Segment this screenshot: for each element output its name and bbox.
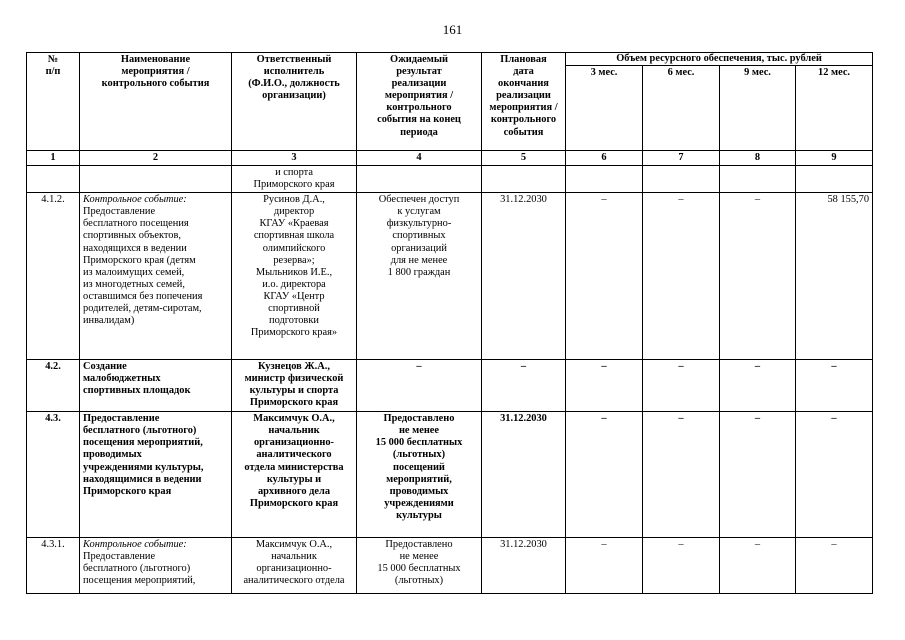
text-line: проводимых (83, 449, 142, 461)
text-line: посещения мероприятий, (83, 575, 196, 587)
text-line: КГАУ «Центр (263, 290, 325, 302)
text-line: малобюджетных (83, 373, 161, 385)
row-num: 4.3. (27, 412, 80, 538)
text-line: учреждениями культуры, (83, 461, 204, 473)
text-line: организационно- (256, 563, 332, 575)
row-m12 (796, 166, 873, 193)
text-line: культуры и (266, 473, 322, 485)
row-result (357, 166, 482, 193)
text-line: мероприятия / (121, 66, 190, 78)
header-result (357, 53, 482, 151)
row-m12: – (796, 412, 873, 538)
column-number: 3 (232, 151, 357, 166)
header-3-months: 3 мес. (566, 66, 643, 151)
text-line: учреждениями (384, 497, 454, 509)
text-line: культуры (396, 509, 442, 521)
row-executor (232, 166, 357, 193)
text-line: (льготных) (392, 449, 446, 461)
text-line: Наименование (120, 54, 191, 65)
text-line: резерва»; (273, 254, 315, 266)
row-name (80, 360, 232, 412)
text-line: исполнитель (263, 66, 325, 78)
text-line: бесплатного (льготного) (83, 563, 191, 575)
row-m9: – (720, 360, 796, 412)
header-num (27, 53, 80, 151)
text-line: № (47, 54, 59, 65)
row-m3: – (566, 412, 643, 538)
text-line: аналитического (256, 449, 332, 461)
text-line: 15 000 бесплатных (377, 563, 461, 575)
control-event-label: Контрольное событие: (83, 539, 187, 551)
text-line: Приморского края (249, 497, 339, 509)
text-line: организации) (262, 90, 326, 102)
header-name (80, 53, 232, 151)
column-number: 7 (643, 151, 720, 166)
text-line: к услугам (397, 206, 441, 218)
row-m6: – (643, 412, 720, 538)
text-line: контрольного события (101, 78, 210, 90)
text-line: олимпийского (262, 242, 326, 254)
text-line: оставшимся без попечения (83, 290, 203, 302)
row-m3 (566, 166, 643, 193)
text-line: Предоставлено (385, 539, 453, 551)
row-executor (232, 412, 357, 538)
text-line: и спорта (275, 167, 313, 178)
text-line: спортивной (268, 303, 320, 315)
text-line: реализации (496, 90, 551, 102)
row-date (482, 166, 566, 193)
text-line: Приморского края (83, 485, 172, 497)
text-line: п/п (45, 66, 61, 78)
text-line: начальник (271, 551, 317, 563)
row-result: – (357, 360, 482, 412)
row-m6: – (643, 193, 720, 360)
header-resources: Объем ресурсного обеспечения, тыс. рублей (566, 53, 873, 66)
text-line: отдела министерства (244, 461, 344, 473)
text-line: Приморского края (253, 179, 335, 191)
text-line: мероприятий, (386, 473, 452, 485)
row-executor (232, 538, 357, 594)
text-line: Ответственный (256, 54, 332, 65)
row-m12: 58 155,70 (796, 193, 873, 360)
header-date (482, 53, 566, 151)
text-line: не менее (398, 425, 440, 437)
column-number-row (27, 151, 873, 166)
column-number: 6 (566, 151, 643, 166)
row-result (357, 193, 482, 360)
text-line: 15 000 бесплатных (375, 437, 463, 449)
text-line: проводимых (389, 485, 449, 497)
text-line: спортивных (392, 230, 446, 242)
row-name (80, 166, 232, 193)
row-m12: – (796, 360, 873, 412)
text-line: из малоимущих семей, (83, 266, 185, 278)
text-line: Плановая (500, 54, 547, 65)
row-name (80, 193, 232, 360)
text-line: аналитического отдела (243, 575, 345, 587)
header-9-months: 9 мес. (720, 66, 796, 151)
text-line: спортивная школа (253, 230, 335, 242)
row-executor (232, 360, 357, 412)
text-line: не менее (399, 551, 439, 563)
text-line: Максимчук О.А., (253, 413, 335, 425)
text-line: Мыльников И.Е., (255, 266, 333, 278)
text-line: физкультурно- (386, 218, 452, 230)
resource-plan-table (26, 52, 873, 594)
text-line: культуры и спорта (249, 385, 339, 397)
table-row (27, 166, 873, 193)
row-m9: – (720, 412, 796, 538)
row-num: 4.2. (27, 360, 80, 412)
text-line: Кузнецов Ж.А., (258, 361, 330, 373)
text-line: Обеспечен доступ (378, 194, 460, 206)
text-line: КГАУ «Краевая (259, 218, 329, 230)
text-line: бесплатного (льготного) (83, 425, 197, 437)
text-line: бесплатного посещения (83, 218, 189, 230)
text-line: посещения мероприятий, (83, 437, 203, 449)
header-executor (232, 53, 357, 151)
text-line: директор (273, 206, 315, 218)
row-date: – (482, 360, 566, 412)
column-number: 1 (27, 151, 80, 166)
text-line: контрольного (490, 114, 557, 126)
text-line: 1 800 граждан (387, 266, 451, 278)
row-executor (232, 193, 357, 360)
row-name-text (83, 551, 228, 587)
row-date: 31.12.2030 (482, 193, 566, 360)
text-line: Приморского края» (250, 327, 338, 339)
text-line: мероприятия / (489, 102, 558, 114)
row-result (357, 412, 482, 538)
text-line: подготовки (269, 315, 319, 327)
text-line: Предоставление (83, 206, 156, 218)
text-line: окончания (498, 78, 549, 90)
row-result (357, 538, 482, 594)
row-m9: – (720, 193, 796, 360)
text-line: архивного дела (257, 485, 331, 497)
row-name (80, 538, 232, 594)
text-line: мероприятия / (384, 90, 454, 102)
row-date: 31.12.2030 (482, 538, 566, 594)
column-number: 5 (482, 151, 566, 166)
row-m9: – (720, 538, 796, 594)
text-line: контрольного (386, 102, 452, 114)
text-line: находящимися в ведении (83, 473, 202, 485)
table-row (27, 538, 873, 594)
text-line: Максимчук О.А., (255, 539, 333, 551)
text-line: Предоставление (83, 551, 156, 563)
text-line: дата (513, 66, 534, 78)
header-6-months: 6 мес. (643, 66, 720, 151)
text-line: реализации (391, 78, 447, 90)
table-row (27, 412, 873, 538)
text-line: (льготных) (394, 575, 444, 587)
row-m6 (643, 166, 720, 193)
row-m3: – (566, 193, 643, 360)
text-line: (Ф.И.О., должность (248, 78, 340, 90)
row-date: 31.12.2030 (482, 412, 566, 538)
row-m3: – (566, 360, 643, 412)
text-line: организационно- (253, 437, 335, 449)
row-m3: – (566, 538, 643, 594)
row-m6: – (643, 360, 720, 412)
text-line: спортивных объектов, (83, 230, 181, 242)
table-row (27, 193, 873, 360)
text-line: Ожидаемый (390, 54, 448, 65)
control-event-label: Контрольное событие: (83, 194, 187, 206)
row-m12: – (796, 538, 873, 594)
page-number: 161 (442, 22, 463, 37)
text-line: Приморского края (детям (83, 254, 196, 266)
header-row (27, 53, 873, 66)
text-line: результат (396, 66, 442, 78)
text-line: начальник (268, 425, 320, 437)
column-number: 9 (796, 151, 873, 166)
column-number: 2 (80, 151, 232, 166)
text-line: периода (400, 126, 438, 138)
text-line: находящихся в ведении (83, 242, 187, 254)
text-line: министр физической (244, 373, 344, 385)
text-line: события (503, 126, 544, 138)
text-line: Предоставление (83, 413, 160, 425)
text-line: Создание (83, 361, 127, 373)
text-line: для не менее (390, 254, 448, 266)
text-line: спортивных площадок (83, 385, 191, 397)
text-line: события на конец (377, 114, 461, 126)
row-m9 (720, 166, 796, 193)
row-num (27, 166, 80, 193)
text-line: организаций (391, 242, 447, 254)
row-name-text (83, 206, 228, 327)
text-line: и.о. директора (262, 278, 326, 290)
text-line: родителей, детям-сиротам, (83, 303, 202, 315)
row-num: 4.3.1. (27, 538, 80, 594)
row-name (80, 412, 232, 538)
row-num: 4.1.2. (27, 193, 80, 360)
text-line: Приморского края (249, 397, 339, 409)
row-m6: – (643, 538, 720, 594)
column-number: 4 (357, 151, 482, 166)
header-12-months: 12 мес. (796, 66, 873, 151)
text-line: из многодетных семей, (83, 278, 185, 290)
text-line: инвалидам) (83, 315, 135, 327)
text-line: посещений (393, 461, 445, 473)
column-number: 8 (720, 151, 796, 166)
text-line: Русинов Д.А., (263, 194, 325, 206)
table-row (27, 360, 873, 412)
text-line: Предоставлено (383, 413, 455, 425)
